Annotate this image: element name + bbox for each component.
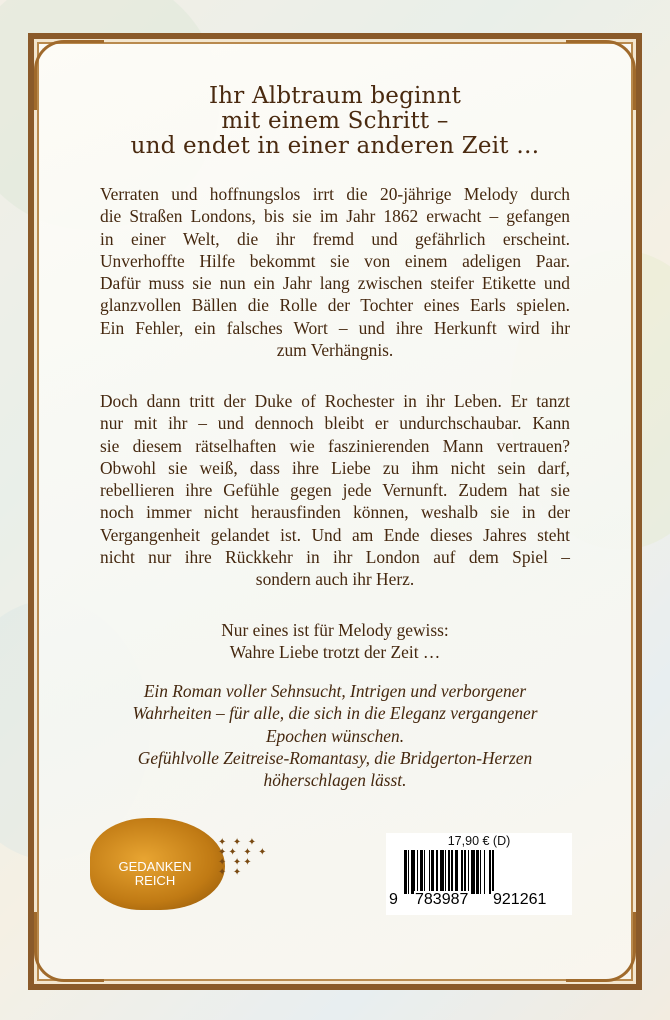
blurb-paragraph-3 [100,619,570,664]
text-line: Obwohl sie weiß, dass ihre Liebe zu ihm nicht sein darf, [100,457,570,478]
headline-line: mit einem Schritt – [221,108,449,134]
barcode-bar [494,850,496,894]
logo-line: GEDANKEN [118,859,192,874]
corner-ornament [34,912,104,982]
logo-line: REICH [134,873,176,888]
text-line: in einer Welt, die ihr fremd und gefährlich erscheint. [100,228,570,249]
text-line: Dafür muss sie nun ein Jahr lang zwischen steifer Etikette und [100,273,570,294]
text-line: Vergangenheit gelandet ist. Und am Ende dieses Jahres steht [100,524,570,545]
text-line: höherschlagen lässt. [263,770,407,791]
text-line: noch immer nicht herausfinden können, weshalb sie in der [100,502,570,523]
barcode [386,833,572,915]
text-line: rebellieren ihre Gefühle gegen jede Vernunft. Zudem hat sie [100,480,570,501]
text-line: nur mit ihr – und dennoch bleibt er undurchschaubar. Kann [100,413,570,434]
price-label: 17,90 € (D) [447,834,511,848]
text-line: sie diesem rätselhaften wie faszinierenden Mann vertrauen? [100,435,570,456]
blurb-paragraph-2 [100,390,570,591]
text-line: Verraten und hoffnungslos irrt die 20-jährige Melody durch [100,184,570,204]
tagline [85,680,585,791]
headline [60,84,610,159]
text-line: Epochen wünschen. [265,725,405,746]
text-line: Gefühlvolle Zeitreise-Romantasy, die Bridgerton-Herzen [137,747,533,768]
text-line: Ein Fehler, ein falsches Wort – und ihre Herkunft wird ihr [100,317,570,338]
text-line: glanzvollen Bällen die Rolle der Tochter eines Earls spielen. [100,295,570,316]
isbn-right: 921261 [493,891,547,908]
text-line: Wahrheiten – für alle, die sich in die Eleganz vergangener [132,703,538,724]
text-line: Unverhoffte Hilfe bekommt sie von einem adeligen Paar. [100,250,570,271]
blurb-paragraph-1 [100,183,570,361]
isbn-left: 783987 [415,891,469,908]
headline-line: und endet in einer anderen Zeit … [130,133,540,159]
text-line: die Straßen Londons, bis sie im Jahr 1862 erwacht – gefangen [100,206,570,227]
text-line: sondern auch ihr Herz. [255,569,415,590]
text-line: Nur eines ist für Melody gewiss: [221,620,449,640]
corner-ornament [566,912,636,982]
text-line: Doch dann tritt der Duke of Rochester in ihr Leben. Er tanzt [100,391,570,411]
text-line: zum Verhängnis. [276,340,394,361]
isbn-prefix: 9 [389,891,398,908]
text-line: Ein Roman voller Sehnsucht, Intrigen und verborgener [143,681,527,701]
text-line: Wahre Liebe trotzt der Zeit … [229,642,441,663]
text-line: nicht nur ihre Rückkehr in ihr London auf dem Spiel – [100,547,570,568]
headline-line: Ihr Albtraum beginnt [208,83,462,109]
butterflies-icon: ✦ ✦ ✦ ✦✦ ✦ ✦ ✦ ✦✦ ✦ ✦ [218,837,269,878]
publisher-logo-text [100,860,210,888]
